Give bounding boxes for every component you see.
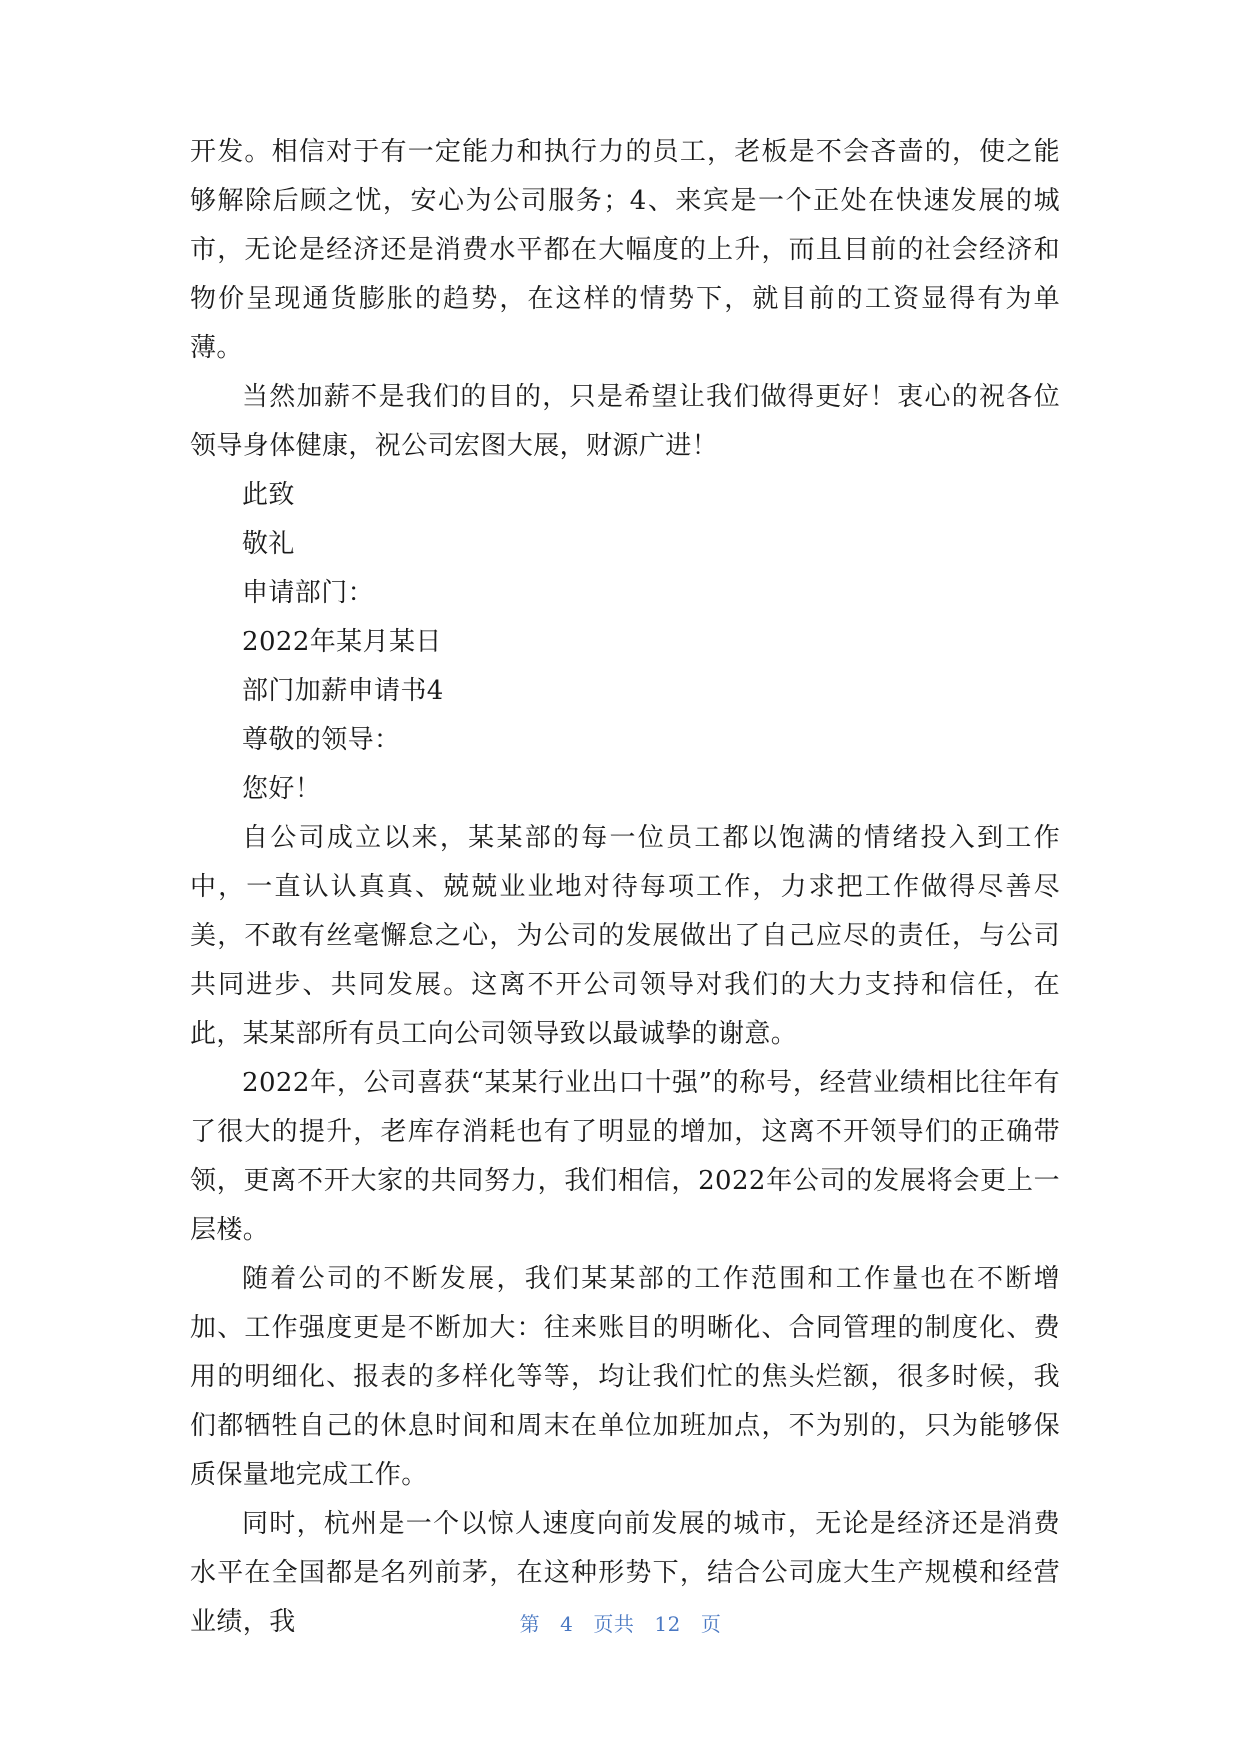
- paragraph-body-2: 2022年，公司喜获“某某行业出口十强”的称号，经营业绩相比往年有了很大的提升，老库存消耗也有了明显的增加，这离不开领导们的正确带领，更离不开大家的共同努力，我们相信，2022年公司的发展将会更上一层楼。: [190, 1068, 1060, 1245]
- salutation-cizhi: 此致: [242, 480, 295, 510]
- paragraph-body-4: 同时，杭州是一个以惊人速度向前发展的城市，无论是经济还是消费水平在全国都是名列前茅，在这种形势下，结合公司庞大生产规模和经营业绩，我: [190, 1509, 1060, 1637]
- paragraph-body-1: 自公司成立以来，某某部的每一位员工都以饱满的情绪投入到工作中，一直认认真真、兢兢业业地对待每项工作，力求把工作做得尽善尽美，不敢有丝毫懈怠之心，为公司的发展做出了自己应尽的责任，与公司共同进步、共同发展。这离不开公司领导对我们的大力支持和信任，在此，某某部所有员工向公司领导致以最诚挚的谢意。: [190, 823, 1060, 1049]
- greeting-recipient: 尊敬的领导：: [242, 725, 401, 755]
- paragraph-body-3: 随着公司的不断发展，我们某某部的工作范围和工作量也在不断增加、工作强度更是不断加大：往来账目的明晰化、合同管理的制度化、费用的明细化、报表的多样化等等，均让我们忙的焦头烂额，很多时候，我们都牺牲自己的休息时间和周末在单位加班加点，不为别的，只为能够保质保量地完成工作。: [190, 1264, 1060, 1490]
- document-body: [190, 128, 1060, 1647]
- greeting-hello: 您好！: [242, 774, 322, 804]
- current-page-number: 4: [560, 1612, 574, 1636]
- paragraph-closing-wishes: 当然加薪不是我们的目的，只是希望让我们做得更好！衷心的祝各位领导身体健康，祝公司宏图大展，财源广进！: [190, 382, 1060, 461]
- salutation-jingli: 敬礼: [242, 529, 295, 559]
- page-end-label: 页: [700, 1612, 722, 1636]
- applicant-department: 申请部门：: [242, 578, 375, 608]
- page-label: 第: [519, 1612, 541, 1636]
- total-pages-number: 12: [654, 1612, 681, 1636]
- page-of-label: 页共: [593, 1612, 635, 1636]
- application-date: 2022年某月某日: [242, 627, 442, 657]
- page-footer: [0, 1608, 1241, 1637]
- paragraph-continuation: 开发。相信对于有一定能力和执行力的员工，老板是不会吝啬的，使之能够解除后顾之忧，安心为公司服务；4、来宾是一个正处在快速发展的城市，无论是经济还是消费水平都在大幅度的上升，而且目前的社会经济和物价呈现通货膨胀的趋势，在这样的情势下，就目前的工资显得有为单薄。: [190, 137, 1060, 363]
- section-title: 部门加薪申请书4: [242, 676, 444, 706]
